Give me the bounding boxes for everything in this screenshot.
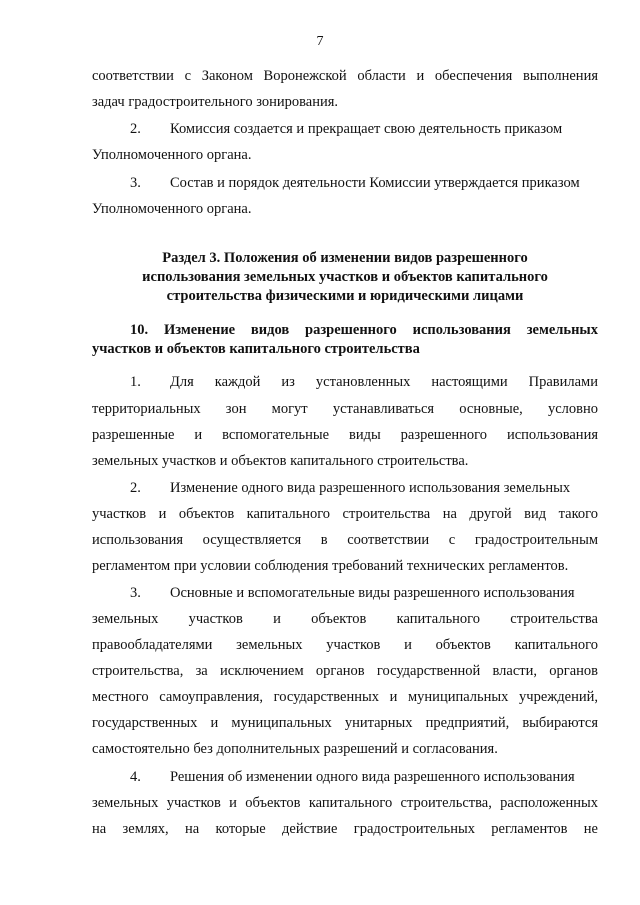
text-line: земельных участков и объектов капитального строительства. <box>92 453 469 469</box>
text-line: территориальных зон могут устанавливаться основные, условно <box>92 401 598 417</box>
text-line: Для каждой из установленных настоящими Правилами <box>170 374 598 390</box>
paragraph-number: 4. <box>130 769 141 785</box>
text-line: использования осуществляется в соответствии с градостроительным <box>92 532 598 548</box>
paragraph-3 <box>92 173 598 193</box>
text-line: задач градостроительного зонирования. <box>92 94 339 110</box>
article-paragraph-2 <box>92 478 598 498</box>
article-paragraph-3 <box>92 583 598 603</box>
text-line: самостоятельно без дополнительных разрешений и согласования. <box>92 741 498 757</box>
text-line: соответствии с Законом Воронежской области и обеспечения выполнения <box>92 68 598 84</box>
text-line: строительства, за исключением органов государственной власти, органов <box>92 663 598 679</box>
text-line: Основные и вспомогательные виды разрешенного использования <box>170 585 575 601</box>
section-heading-line: использования земельных участков и объектов капитального <box>142 269 548 285</box>
text-line: регламентом при условии соблюдения требований технических регламентов. <box>92 558 569 574</box>
paragraph-number: 3. <box>130 175 141 191</box>
text-line: государственных и муниципальных унитарных предприятий, выбираются <box>92 715 598 731</box>
text-line: правообладателями земельных участков и объектов капитального <box>92 637 598 653</box>
text-line: земельных участков и объектов капитального строительства, расположенных <box>92 795 598 811</box>
text-line: Уполномоченного органа. <box>92 201 252 217</box>
text-line: Уполномоченного органа. <box>92 147 252 163</box>
article-heading-line: участков и объектов капитального строительства <box>92 341 420 357</box>
text-line: Изменение одного вида разрешенного использования земельных <box>170 480 571 496</box>
text-line: местного самоуправления, государственных и муниципальных учреждений, <box>92 689 598 705</box>
article-paragraph-4 <box>92 767 598 787</box>
paragraph-number: 2. <box>130 121 141 137</box>
text-line: Комиссия создается и прекращает свою деятельность приказом <box>170 121 563 137</box>
text-line: участков и объектов капитального строительства на другой вид такого <box>92 506 598 522</box>
section-heading-line: строительства физическими и юридическими лицами <box>166 288 524 304</box>
paragraph-number: 2. <box>130 480 141 496</box>
text-line: Решения об изменении одного вида разрешенного использования <box>170 769 575 785</box>
paragraph-number: 1. <box>130 374 141 390</box>
text-line: Состав и порядок деятельности Комиссии утверждается приказом <box>170 175 580 191</box>
article-heading-line: 10. Изменение видов разрешенного использования земельных <box>130 322 598 338</box>
text-line: земельных участков и объектов капитального строительства <box>92 611 598 627</box>
section-heading-line: Раздел 3. Положения об изменении видов разрешенного <box>162 250 528 266</box>
text-line: разрешенные и вспомогательные виды разрешенного использования <box>92 427 598 443</box>
paragraph-2 <box>92 119 598 139</box>
page-number: 7 <box>316 34 324 49</box>
text-line: на землях, на которые действие градостроительных регламентов не <box>92 821 598 837</box>
article-paragraph-1 <box>92 372 598 392</box>
paragraph-number: 3. <box>130 585 141 601</box>
